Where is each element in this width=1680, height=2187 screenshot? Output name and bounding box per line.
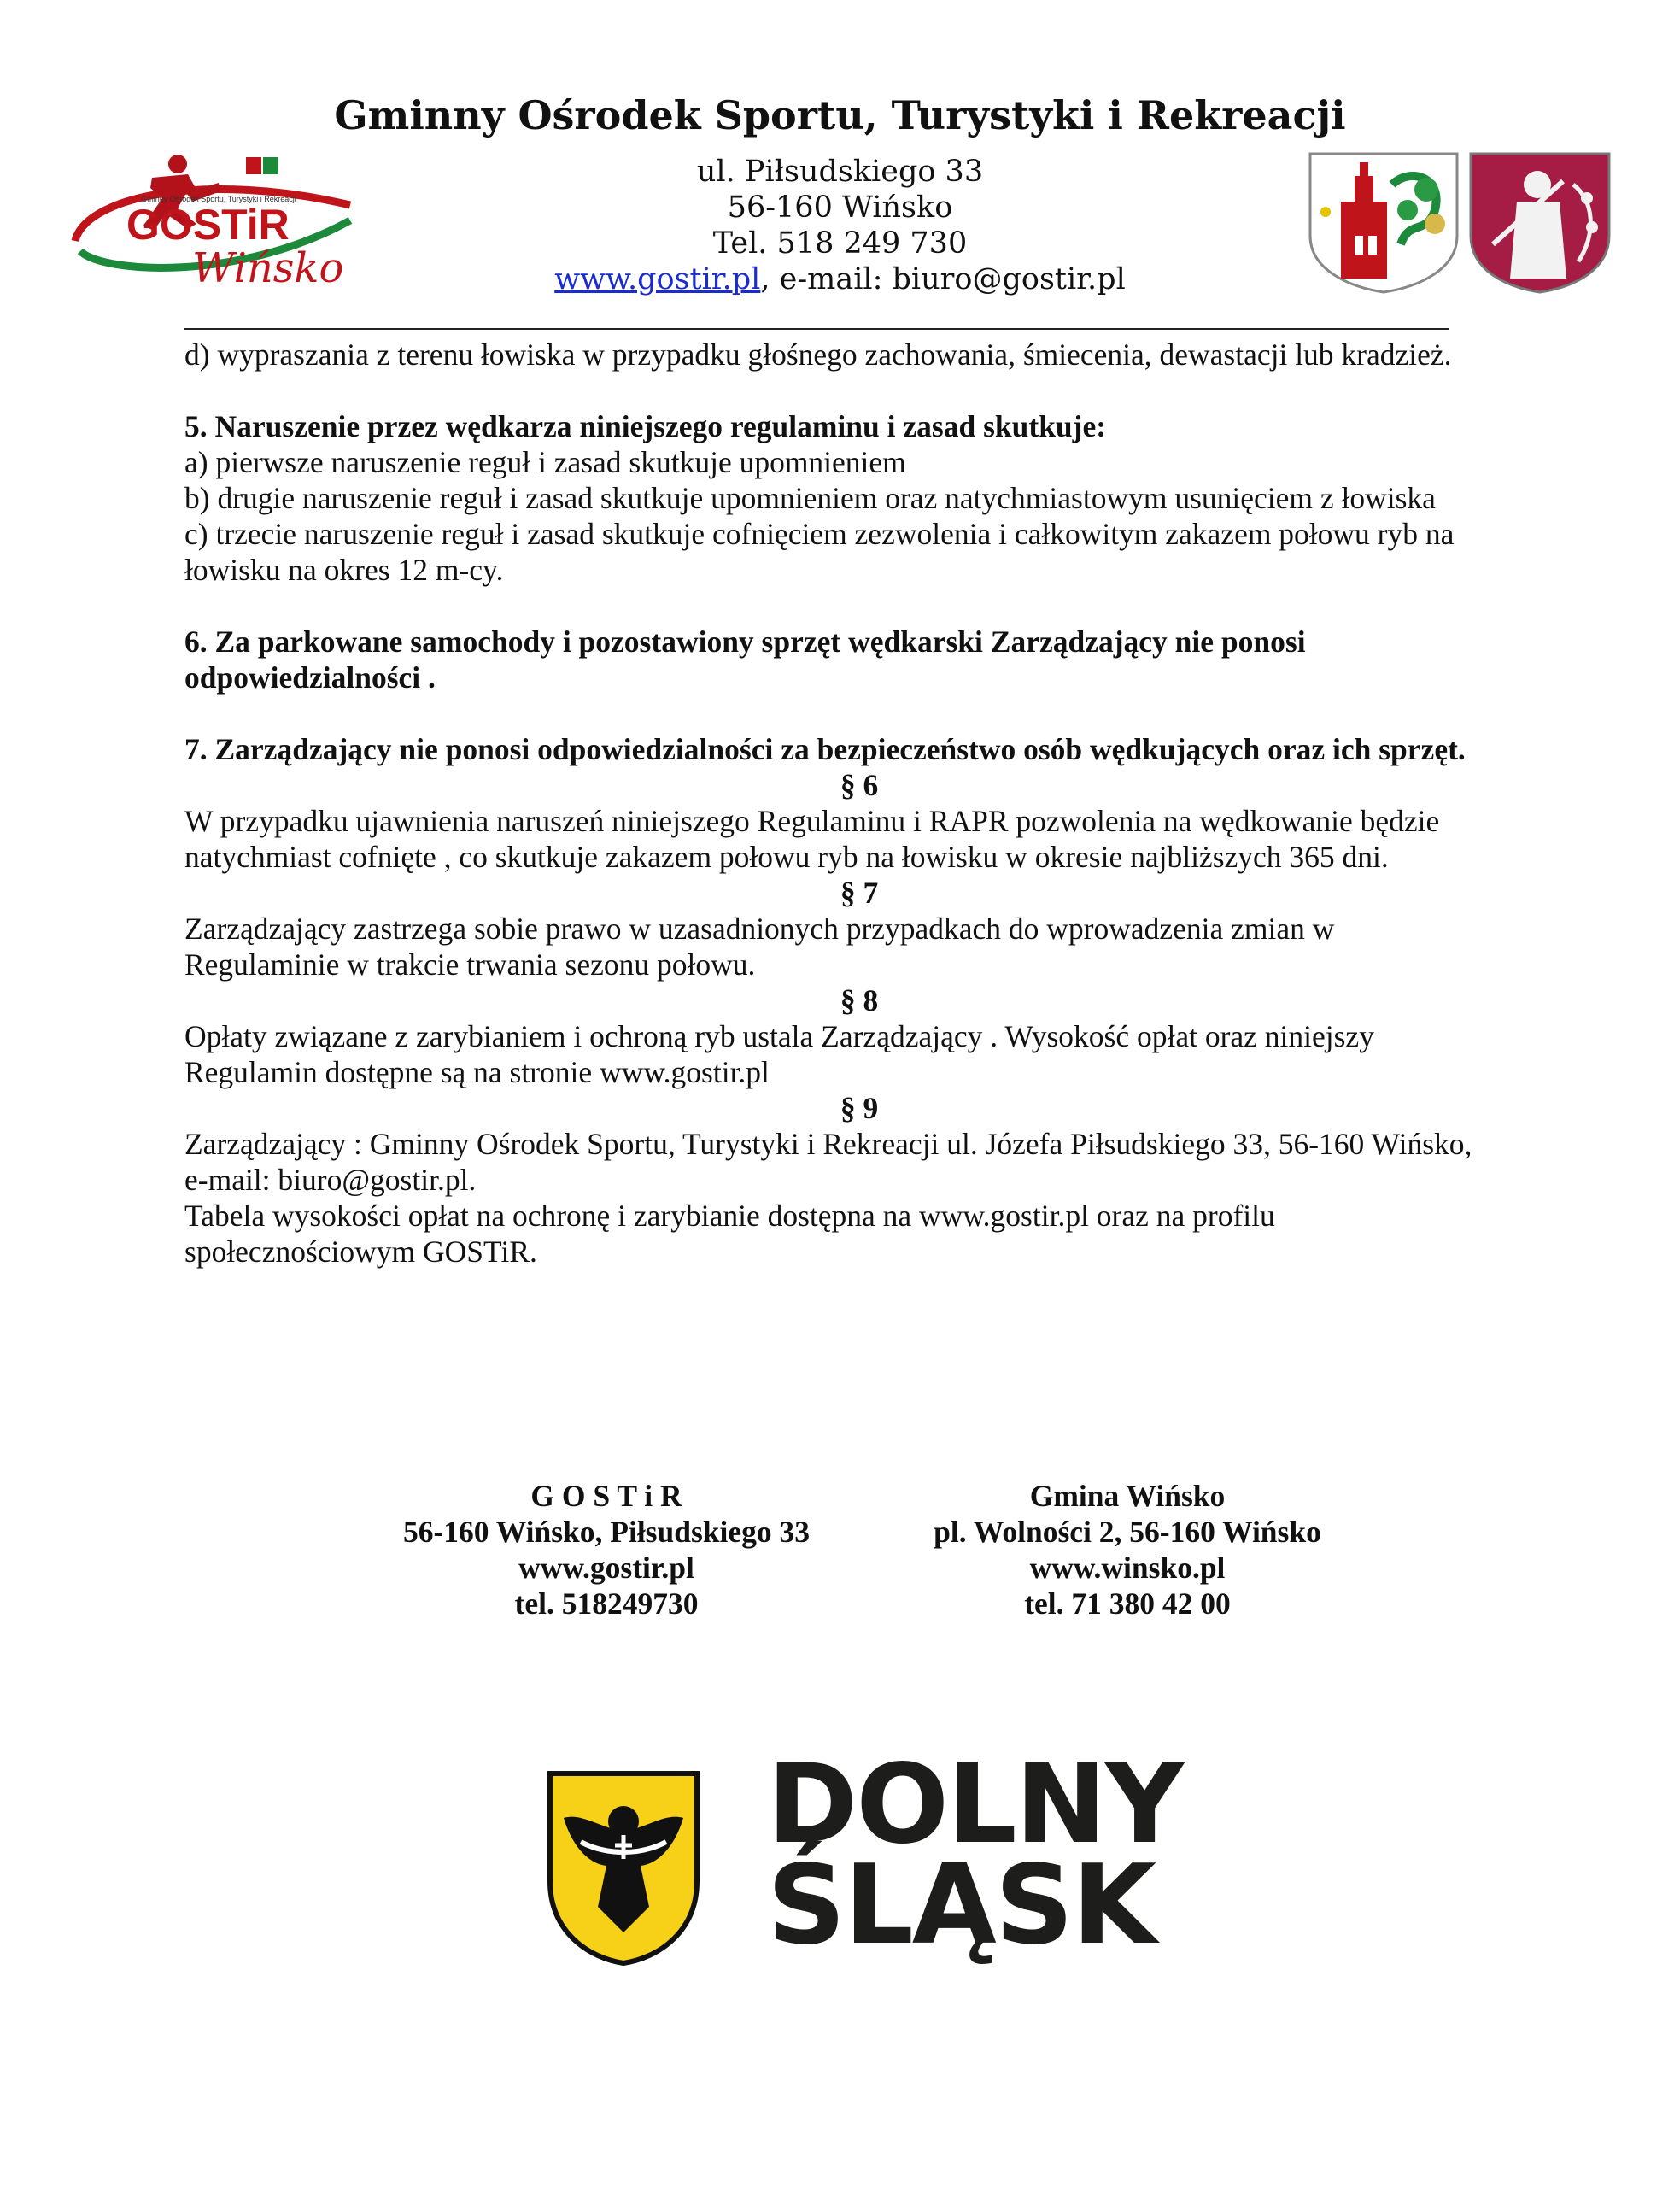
mini-crest-icon	[246, 157, 261, 174]
footer-right-name: Gmina Wińsko	[1029, 1479, 1226, 1513]
org-street: ul. Piłsudskiego 33	[696, 155, 984, 189]
org-phone: Tel. 518 249 730	[712, 226, 968, 261]
coat-of-arms-winsko	[1307, 150, 1460, 296]
knight-shield-icon	[1467, 150, 1613, 296]
dolny-slask-wordmark	[767, 1741, 1183, 1969]
dolny-slask-emblem	[547, 1770, 700, 1967]
footer-gostir-contact	[359, 1478, 854, 1621]
header-divider	[184, 328, 1449, 330]
footer-left-name: G O S T i R	[530, 1479, 682, 1513]
logo-small-text: Gminny Ośrodek Sportu, Turystyki i Rekreacji	[141, 195, 296, 203]
section-5-title: 5. Naruszenie przez wędkarza niniejszego regulaminu i zasad skutkuje:	[184, 409, 1107, 443]
logo-script: Wińsko	[192, 244, 344, 292]
eagle-shield-icon	[547, 1770, 700, 1967]
paragraph-9-fees: Tabela wysokości opłat na ochronę i zarybianie dostępna na www.gostir.pl oraz na profilu społecznościowym GOSTiR.	[184, 1199, 1275, 1269]
dolny-slask-line1: DOLNY	[767, 1741, 1183, 1868]
footer-right-web: www.winsko.pl	[1029, 1551, 1226, 1585]
footer-left-web: www.gostir.pl	[518, 1551, 694, 1585]
org-title: Gminny Ośrodek Sportu, Turystyki i Rekreacji	[334, 92, 1346, 138]
section-5-c: c) trzecie naruszenie reguł i zasad skutkuje cofnięciem zezwolenia i całkowitym zakazem połowu ryb na łowisku na okres 12 m-cy.	[184, 517, 1455, 587]
paragraph-6-text: W przypadku ujawnienia naruszeń niniejszego Regulaminu i RAPR pozwolenia na wędkowanie będzie natychmiast cofnięte , co skutkuje zakazem połowu ryb na łowisku w okresie najbliższych 365 dni.	[184, 804, 1440, 874]
tower-vine-shield-icon	[1307, 150, 1460, 296]
footer-gmina-contact	[905, 1478, 1349, 1621]
paragraph-7-text: Zarządzający zastrzega sobie prawo w uzasadnionych przypadkach do wprowadzenia zmian w Regulaminie w trakcie trwania sezonu połowu.	[184, 912, 1335, 982]
footer-right-address: pl. Wolności 2, 56-160 Wińsko	[934, 1515, 1321, 1549]
section-7-title: 7. Zarządzający nie ponosi odpowiedzialności za bezpieczeństwo osób wędkujących oraz ich sprzęt.	[184, 732, 1466, 766]
footer-left-tel: tel. 518249730	[514, 1586, 699, 1621]
paragraph-8-heading: § 8	[840, 983, 879, 1017]
paragraph-6-heading: § 6	[840, 768, 879, 802]
paragraph-7-heading: § 7	[840, 876, 879, 910]
org-email: , e-mail: biuro@gostir.pl	[760, 262, 1126, 296]
footer-left-address: 56-160 Wińsko, Piłsudskiego 33	[402, 1515, 811, 1549]
org-city: 56-160 Wińsko	[727, 191, 953, 225]
coat-of-arms-knight	[1467, 150, 1613, 296]
document-body	[184, 337, 1483, 1269]
gostir-logo-graphic	[68, 145, 359, 299]
gostir-logo	[68, 145, 359, 299]
dolny-slask-line2: ŚLĄSK	[767, 1842, 1156, 1969]
footer-right-tel: tel. 71 380 42 00	[1024, 1586, 1231, 1621]
section-6-title: 6. Za parkowane samochody i pozostawiony sprzęt wędkarski Zarządzający nie ponosi odpowiedzialności .	[184, 624, 1306, 695]
section-5-b: b) drugie naruszenie reguł i zasad skutkuje upomnieniem oraz natychmiastowym usunięciem z łowiska	[184, 481, 1436, 515]
paragraph-8-text: Opłaty związane z zarybianiem i ochroną ryb ustala Zarządzający . Wysokość opłat oraz niniejszy Regulamin dostępne są na stronie www.gostir.pl	[184, 1019, 1374, 1089]
item-d: d) wypraszania z terenu łowiska w przypadku głośnego zachowania, śmiecenia, dewastacji lub kradzież.	[184, 337, 1452, 372]
paragraph-9-text: Zarządzający : Gminny Ośrodek Sportu, Turystyki i Rekreacji ul. Józefa Piłsudskiego 33, 56-160 Wińsko, e-mail: biuro@gostir.pl.	[184, 1127, 1472, 1197]
website-link[interactable]: www.gostir.pl	[554, 262, 761, 296]
paragraph-9-heading: § 9	[840, 1091, 879, 1125]
section-5-a: a) pierwsze naruszenie reguł i zasad skutkuje upomnieniem	[184, 445, 906, 479]
logo-brand: GOSTiR	[126, 201, 290, 249]
